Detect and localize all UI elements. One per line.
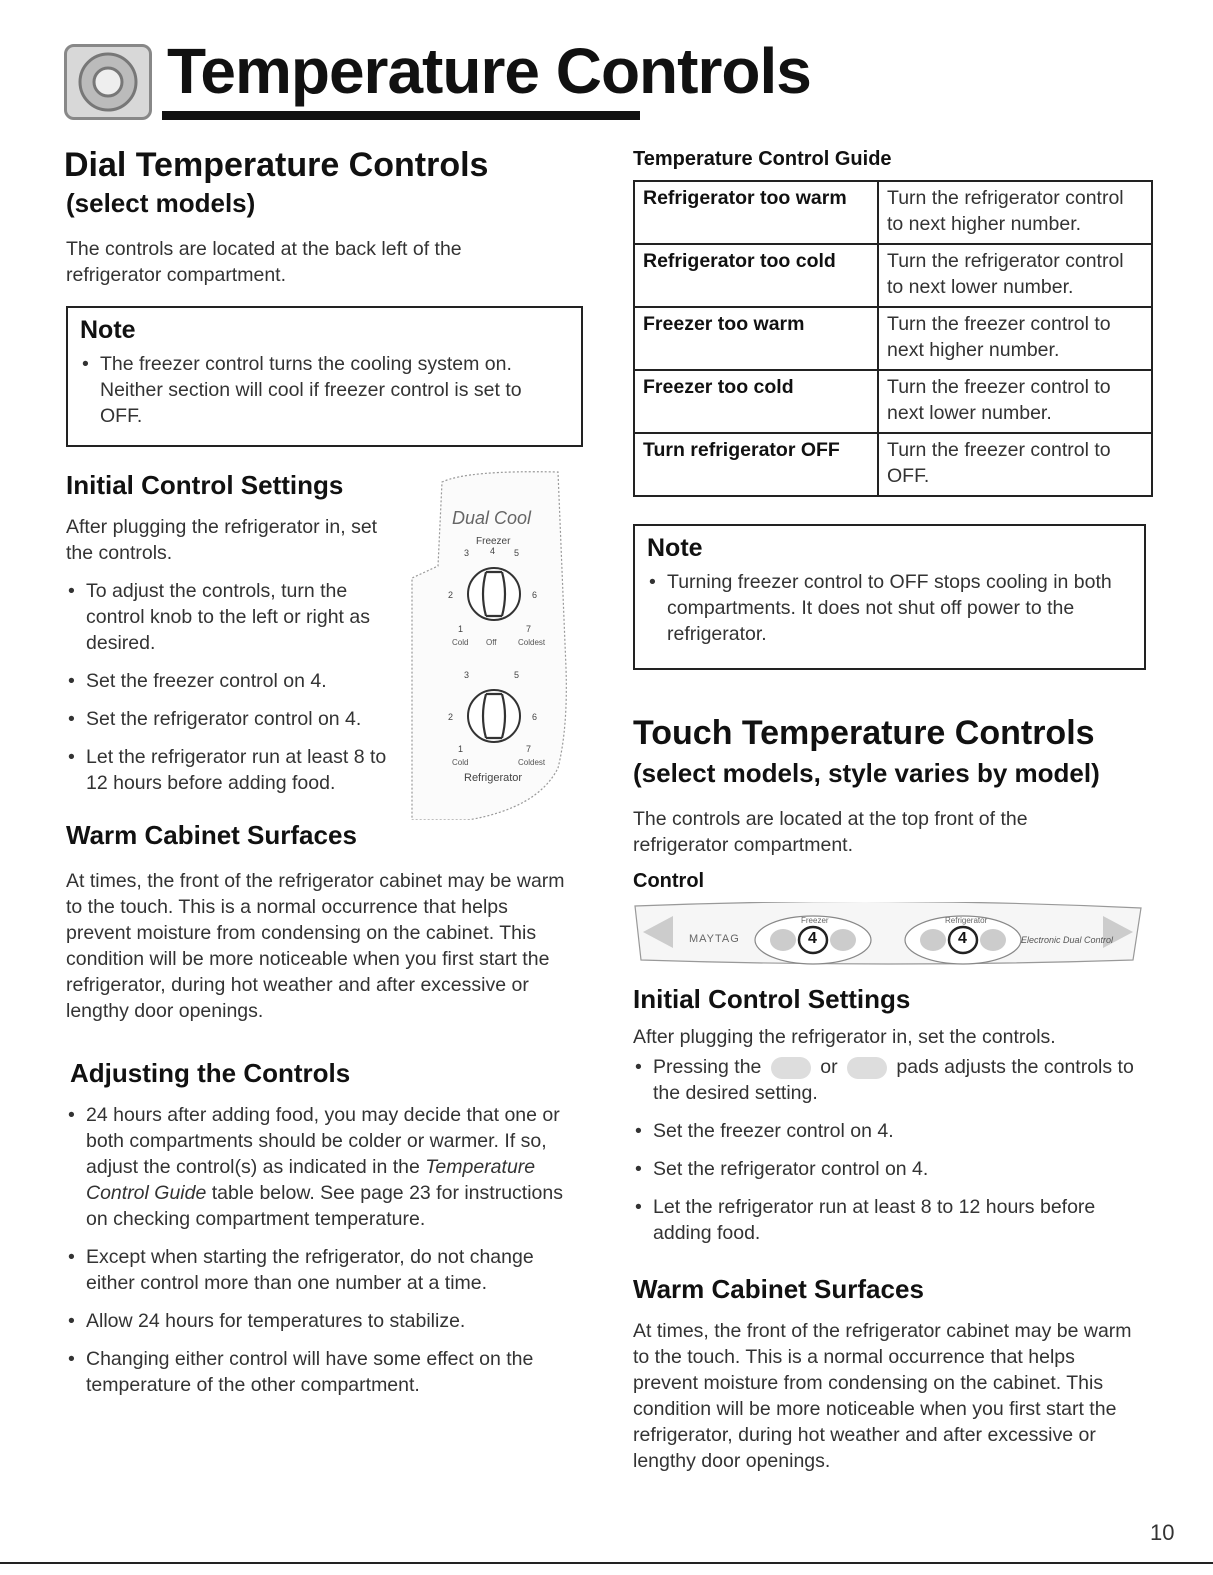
list-item: • Set the refrigerator control on 4. — [66, 706, 396, 732]
warmer-pad-icon — [771, 1057, 811, 1079]
dial-number: 2 — [448, 712, 454, 722]
action-cell: Turn the refrigerator control to next higher number. — [878, 181, 1152, 244]
initial-settings-heading: Initial Control Settings — [66, 470, 344, 500]
warm-surfaces-heading: Warm Cabinet Surfaces — [66, 820, 357, 850]
touch-control-panel-image — [633, 902, 1143, 966]
dial-number: 3 — [464, 670, 470, 680]
guide-heading: Temperature Control Guide — [633, 148, 892, 170]
freezer-setting-value: 4 — [808, 930, 817, 947]
list-item: • Except when starting the refrigerator, do not change either control more than one number at a time. — [66, 1244, 581, 1296]
list-item: • Let the refrigerator run at least 8 to 12 hours before adding food. — [633, 1194, 1148, 1246]
adjusting-heading: Adjusting the Controls — [70, 1058, 351, 1088]
touch-initial-list — [633, 1054, 1148, 1246]
dial-number: 4 — [490, 546, 496, 556]
dial-number: 7 — [526, 744, 532, 754]
control-label: Control — [633, 870, 705, 892]
temperature-control-guide-table — [633, 180, 1153, 497]
condition-cell: Refrigerator too cold — [634, 244, 878, 307]
table-row — [634, 370, 1152, 433]
note-item: • Turning freezer control to OFF stops cooling in both compartments. It does not shut off power to the refrigerator. — [647, 569, 1132, 647]
initial-settings-intro: After plugging the refrigerator in, set the controls. — [633, 1026, 1056, 1048]
list-item: • Changing either control will have some effect on the temperature of the other compartment. — [66, 1346, 581, 1398]
adjusting-list — [66, 1102, 581, 1398]
touch-controls-title: Touch Temperature Controls — [633, 714, 1095, 752]
dial-icon — [64, 44, 152, 120]
page-number: 10 — [1150, 1520, 1175, 1545]
warm-surfaces-text: At times, the front of the refrigerator cabinet may be warm to the touch. This is a normal occurrence that helps prevent moisture from condensing on the cabinet. This condition will be more noticeable when you first start the refrigerator, during hot weather and after excessive or lengthy door openings. — [633, 1320, 1132, 1472]
action-cell: Turn the freezer control to next higher number. — [878, 307, 1152, 370]
dial-number: 1 — [458, 624, 464, 634]
action-cell: Turn the refrigerator control to next lower number. — [878, 244, 1152, 307]
off-label: Off — [486, 638, 497, 647]
guide-reference: Temperature Control Guide — [86, 1156, 536, 1204]
freezer-pad-label: Freezer — [801, 916, 829, 925]
page-title: Temperature Controls — [167, 35, 811, 107]
note-title: Note — [647, 534, 703, 562]
freezer-dial-label: Freezer — [476, 536, 511, 547]
dial-number: 7 — [526, 624, 532, 634]
list-item: • Allow 24 hours for temperatures to stabilize. — [66, 1308, 581, 1334]
condition-cell: Refrigerator too warm — [634, 181, 878, 244]
list-item: • Set the freezer control on 4. — [633, 1118, 1148, 1144]
dial-controls-subtitle: (select models) — [66, 188, 256, 218]
maytag-brand: MAYTAG — [689, 933, 740, 945]
list-item: • To adjust the controls, turn the control knob to the left or right as desired. — [66, 578, 396, 656]
coldest-label: Coldest — [518, 638, 546, 647]
cold-label: Cold — [452, 758, 469, 767]
dial-number: 5 — [514, 548, 520, 558]
note-box-dial — [66, 306, 583, 447]
bottom-rule — [0, 1562, 1213, 1564]
dial-number: 1 — [458, 744, 464, 754]
touch-controls-subtitle: (select models, style varies by model) — [633, 758, 1100, 788]
list-item: • 24 hours after adding food, you may decide that one or both compartments should be colder or warmer. If so, adjust the control(s) as indicated in the Temperature Control Guide table below. See page 23 for instructions on checking compartment temperature. — [66, 1102, 581, 1232]
cold-label: Cold — [452, 638, 469, 647]
list-item: • Let the refrigerator run at least 8 to 12 hours before adding food. — [66, 744, 396, 796]
dial-intro: The controls are located at the back left of the refrigerator compartment. — [66, 238, 462, 286]
coldest-label: Coldest — [518, 758, 546, 767]
touch-intro: The controls are located at the top front of the refrigerator compartment. — [633, 808, 1028, 856]
table-row — [634, 433, 1152, 496]
warm-surfaces-heading: Warm Cabinet Surfaces — [633, 1274, 924, 1304]
initial-settings-list — [66, 578, 396, 796]
table-row — [634, 181, 1152, 244]
dial-number: 5 — [514, 670, 520, 680]
list-item: • Set the freezer control on 4. — [66, 668, 396, 694]
warm-surfaces-text: At times, the front of the refrigerator cabinet may be warm to the touch. This is a normal occurrence that helps prevent moisture from condensing on the cabinet. This condition will be more noticeable when you first start the refrigerator, during hot weather and after excessive or lengthy door openings. — [66, 870, 565, 1022]
dial-control-panel-image — [408, 468, 568, 820]
dial-number: 3 — [464, 548, 470, 558]
dial-number: 6 — [532, 712, 538, 722]
control-tagline: Electronic Dual Control — [1021, 935, 1114, 945]
dual-cool-brand: Dual Cool — [452, 508, 532, 528]
dial-number: 6 — [532, 590, 538, 600]
initial-settings-intro: After plugging the refrigerator in, set the controls. — [66, 516, 378, 564]
title-underline — [162, 111, 640, 120]
action-cell: Turn the freezer control to OFF. — [878, 433, 1152, 496]
table-row — [634, 244, 1152, 307]
condition-cell: Freezer too cold — [634, 370, 878, 433]
condition-cell: Freezer too warm — [634, 307, 878, 370]
refrigerator-dial-label: Refrigerator — [464, 772, 523, 784]
note-title: Note — [80, 316, 136, 344]
note-item: • The freezer control turns the cooling system on. Neither section will cool if freezer control is set to OFF. — [80, 351, 569, 429]
note-box-touch — [633, 524, 1146, 670]
condition-cell: Turn refrigerator OFF — [634, 433, 878, 496]
table-row — [634, 307, 1152, 370]
refrigerator-pad-label: Refrigerator — [945, 916, 988, 925]
dial-controls-title: Dial Temperature Controls — [64, 146, 489, 184]
list-item: • Pressing the or pads adjusts the controls to the desired setting. — [633, 1054, 1148, 1106]
refrigerator-setting-value: 4 — [958, 930, 967, 947]
initial-settings-heading: Initial Control Settings — [633, 984, 911, 1014]
dial-number: 2 — [448, 590, 454, 600]
list-item: • Set the refrigerator control on 4. — [633, 1156, 1148, 1182]
action-cell: Turn the freezer control to next lower number. — [878, 370, 1152, 433]
colder-pad-icon — [847, 1057, 887, 1079]
